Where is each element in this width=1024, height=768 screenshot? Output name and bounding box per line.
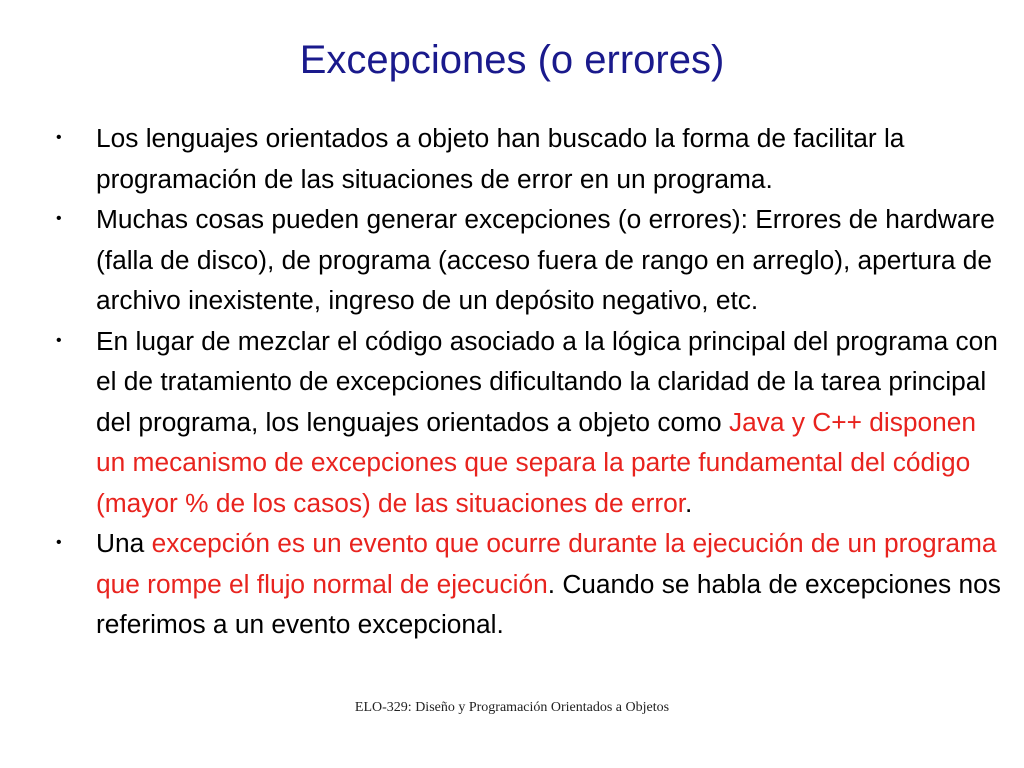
bullet-dot-icon: • <box>56 129 62 146</box>
slide-title: Excepciones (o errores) <box>299 38 725 82</box>
bullet-highlight-text: excepción es un evento que ocurre durante la ejecución de un programa que rompe el flujo normal de ejecución <box>96 528 997 599</box>
bullet-dot-icon: • <box>56 331 62 349</box>
bullet-item <box>56 321 1006 524</box>
bullet-item <box>56 523 1006 645</box>
bullet-text: Muchas cosas pueden generar excepciones (o errores): Errores de hardware (falla de disco), de programa (acceso fuera de rango en arreglo), apertura de archivo inexistente, ingreso de un depósito negativo, etc. <box>96 204 995 315</box>
bullet-text: En lugar de mezclar el código asociado a la lógica principal del programa con el de tratamiento de excepciones dificultando la claridad de la tarea principal del programa, los lenguajes orientados a objeto como <box>96 325 998 437</box>
bullet-text: Una <box>96 528 152 558</box>
bullet-text: . <box>685 487 693 518</box>
bullet-dot-icon: • <box>56 534 62 551</box>
bullet-dot-icon: • <box>56 210 62 227</box>
bullet-item <box>56 118 1006 199</box>
bullet-highlight-text: Java y C++ disponen un mecanismo de excepciones que separa la parte fundamental del código (mayor % de los casos) de las situaciones de error <box>96 406 977 518</box>
slide-footer: ELO-329: Diseño y Programación Orientados a Objetos <box>354 700 670 715</box>
bullet-list <box>56 118 1006 645</box>
bullet-text: . Cuando se habla de excepciones nos referimos a un evento excepcional. <box>96 568 1001 639</box>
bullet-text: Los lenguajes orientados a objeto han buscado la forma de facilitar la programación de las situaciones de error en un programa. <box>96 123 905 194</box>
bullet-item <box>56 199 1006 321</box>
